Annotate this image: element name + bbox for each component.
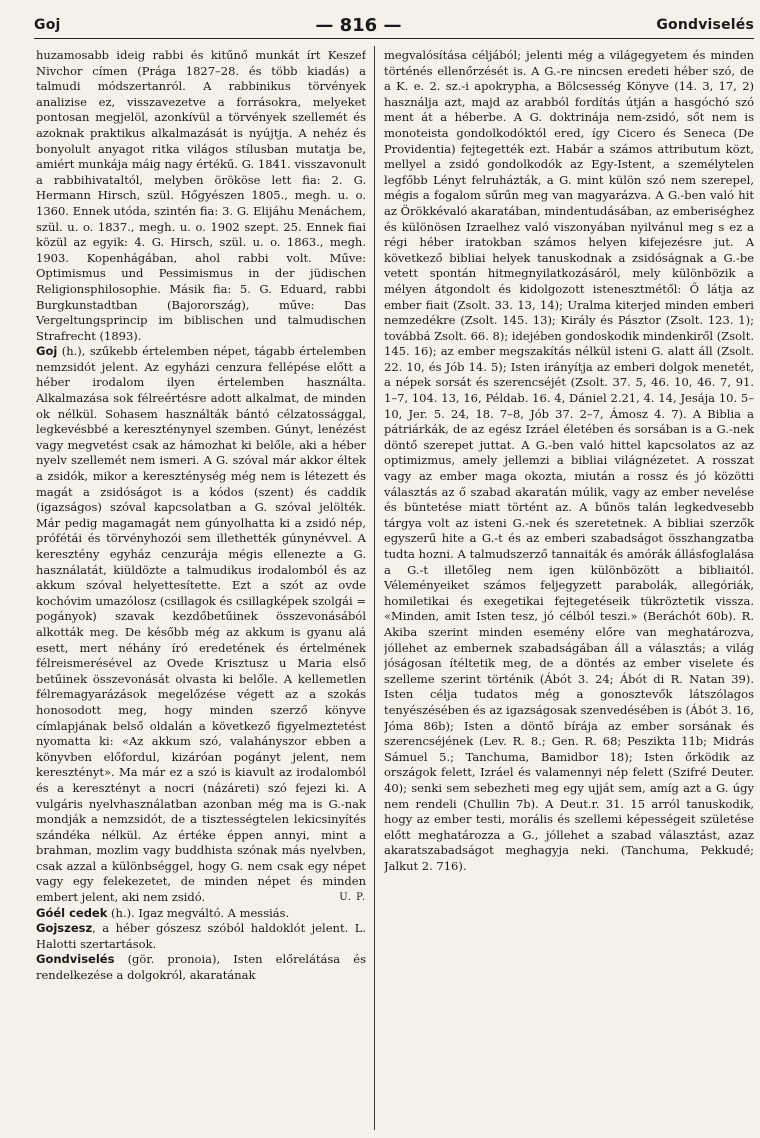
page-header — [34, 12, 754, 39]
paragraph — [36, 952, 366, 983]
entry-headword: Gojszesz — [36, 921, 93, 936]
entry-text: megvalósítása céljából; jelenti még a világegyetem és minden történés ellenőrzését is. A G.-re nincsen eredeti héber szó, de a K. e. 2. sz.-i apokrypha, a Bölcsesség Könyve (14. 3, 17, 2) használja azt, majd az arabból fordítás útján a hasgóchó szó ment át a héberbe. A G. doktrinája nem-zsidó, sőt nem is monoteista gondolkodóktól ered, így Cicero és Seneca (De Providentia) fejtegették ezt. Habár a számos attributum közt, mellyel a zsidó gondolkodók az Egy-Istent, a személytelen legfőbb Lényt felruházták, a G. mint külön szó nem szerepel, mégis a fogalom sűrűn meg van magyarázva. A G.-ben való hit az Örökkévaló akaratában, mindentudásában, az emberiséghez és különösen Izraelhez való viszonyában nyilvánul meg s ez a régi héber iratokban számos helyen kifejezésre jut. A következő bibliai helyek tanuskodnak a zsidóságnak a G.-be vetett spontán hitmegnyilatkozásáról, mely különbözik a mélyen átgondolt és kidolgozott istenesztmétől: Ő látja az ember fiait (Zsolt. 33. 13, 14); Uralma kiterjed minden emberi nemzedékre (Zsolt. 145. 13); Király és Pásztor (Zsolt. 123. 1); továbbá Zsolt. 66. 8); idejében gondoskodik mindenkiről (Zsolt. 145. 16); az ember megszakítás nélkül isteni G. alatt áll (Zsolt. 22. 10, és Jób 14. 5); Isten irányítja az emberi dolgok menetét, a népek sorsát és szerencséjét (Zsolt. 37. 5, 46. 10, 46. 7, 91. 1–7, 104. 13, 16, Példab. 16. 4, Dániel 2.21, 4. 14, Jesája 10. 5–10, Jer. 5. 24, 18. 7–8, Jób 37. 2–7, Ámosz 4. 7). A Biblia a pátriárkák, de az egész Izráel életében és sorsában is a G.-nek döntő szerepet juttat. A G.-ben való hittel kapcsolatos az az optimizmus, amely jellemzi a bibliai világnézetet. A rosszat vagy az ember maga okozta, miután a rossz és jó közötti választás az ő szabad akaratán múlik, vagy az ember nevelése és büntetése miatt történt az. A bűnös talán legkedvesebb tárgya volt az isteni G.-nek és szeretetnek. A bibliai szerzők egyszerű hite a G.-t és az emberi szabadságot összhangzatba tudta hozni. A talmudszerző tannaiták és amórák állásfoglalása a G.-t illetőleg nem igen különbözött a bibliaitól. Véleményeiket számos feljegyzett parabolák, allegóriák, homiletikai és exegetikai fejtegetéseik tükröztetik vissza. «Minden, amit Isten tesz, jó célból teszi.» (Beráchót 60b). R. Akiba szerint minden esemény előre van meghatározva, jóllehet az embernek szabadságában áll a választás; a világ jóságosan ítéltetik meg, de a döntés az ember viselete és szelleme szerint történik (Ábót 3. 24; Ábót di R. Natan 39). Isten célja tudatos még a gonosztevők látszólagos tenyészésében és az igazságosak szenvedésében is (Ábót 3. 16, Jóma 86b); Isten a döntő bírája az ember sorsának és szerencséjének (Lev. R. 8.; Gen. R. 68; Peszikta 11b; Midrás Sámuel 5.; Tanchuma, Bamidbor 18); Isten őrködik az országok felett, Izráel és valamennyi nép felett (Szifré Deuter. 40); senki sem sebezheti meg egy ujját sem, amíg azt a G. úgy nem rendeli (Chullin 7b). A Deut.r. 31. 15 arról tanuskodik, hogy az ember testi, morális és szellemi képességeit születése előtt meghatározza a G., jóllehet a szabad választást, azaz akaratszabadságot meghagyja neki. (Tanchuma, Pekkudé; Jalkut 2. 716). — [384, 48, 754, 873]
column-divider — [374, 46, 375, 1130]
entry-text: (h.). Igaz megváltó. A messiás. — [107, 905, 290, 920]
entry-text: huzamosabb ideig rabbi és kitűnő munkát írt Keszef Nivchor címen (Prága 1827–28. és több kiadás) a talmudi módszertanról. A rabbinikus törvények analizise ez, visszavezetve a forrásokra, melyeket pontosan megjelöl, azonkívül a törvények szellemét és azoknak praktikus alkalmazását is nyújtja. A nehéz és bonyolult anyagot ritka világos stílusban mutatja be, amiért munkája máig nagy értékű. G. 1841. visszavonult a rabbihivataltól, melyben örököse lett fia: 2. G. Hermann Hirsch, szül. Hőgyészen 1805., megh. u. o. 1360. Ennek utóda, szintén fia: 3. G. Elijáhu Menáchem, szül. u. o. 1837., megh. u. o. 1902 szept. 25. Ennek fiai közül az egyik: 4. G. Hirsch, szül. u. o. 1863., megh. 1903. Kopenhágában, ahol rabbi volt. Műve: Optimismus und Pessimismus in der jüdischen Religionsphilosophie. Másik fia: 5. G. Eduard, rabbi Burgkunstadtban (Bajorország), műve: Das Vergeltungsprincip im biblischen und talmudischen Strafrecht (1893). — [36, 48, 366, 343]
entry-text: , a héber gószesz szóból haldoklót jelent. L. Halotti szertartások. — [36, 921, 366, 951]
entry-text: (h.), szűkebb értelemben népet, tágabb értelemben nemzsidót jelent. Az egyházi cenzura fellépése előtt a héber irodalom ilyen értelemben használta. Alkalmazása sok félreértésre adott alkalmat, de minden ok nélkül. Sohasem használták bántó célzatossággal, legkevésbbé a kereszténynyel szemben. Gúnyt, lenézést vagy megvetést csak az hámozhat ki belőle, aki a héber nyelv szellemét nem ismeri. A G. szóval már akkor éltek a zsidók, mikor a kereszténység még nem is létezett és magát a zsidóságot is a kódos (szent) és caddik (igazságos) szóval kapcsolatban a G. szóval jelölték. Már pedig magamagát nem gúnyolhatta ki a zsidó nép, prófétái és törvényhozói sem illethették gúnynévvel. A keresztény egyház cenzurája mégis ellenezte a G. használatát, kiüldözte a talmudikus irodalomból és az akkum szóval helyettesítette. Ezt a szót az ovde kochóvim umazólosz (csillagok és csillagképek szolgái = pogányok) szavak kezdőbetűinek összevonásából alkották meg. De később még az akkum is gyanu alá esett, mert néhány író eredetének és értelmének félreismerésével az Ovede Krisztusz u Maria első betűinek összevonását olvasta ki belőle. A kellemetlen félremagyarázások megelőzése végett az a szokás honosodott meg, hogy minden szerző könyve címlapjának belső oldalán a következő figyelmeztetést nyomatta ki: «Az akkum szó, valahányszor ebben a könyvben előfordul, kizáróan pogányt jelent, nem keresztényt». Ma már ez a szó is kiavult az irodalomból és a keresztényt a nocri (názáreti) szó fejezi ki. A vulgáris nyelvhasználatban azonban még ma is G.-nak mondják a nemzsidót, de a tisztességtelen lekicsinyítés szándéka nélkül. Az értéke éppen annyi, mint a brahman, mozlim vagy buddhista szónak más nyelvben, csak azzal a különbséggel, hogy G. nem csak egy népet vagy egy felekezetet, de minden népet és minden embert jelent, aki nem zsidó. — [36, 344, 366, 905]
author-signature: U. P. — [339, 892, 366, 904]
paragraph — [36, 344, 366, 905]
entry-text: (gör. pronoia), Isten előrelátása és rendelkezése a dolgokról, akaratának — [36, 952, 366, 983]
right-column — [384, 48, 754, 1130]
entry-headword: Gondviselés — [36, 952, 115, 967]
entry-headword: Góél cedek — [36, 905, 108, 920]
paragraph — [36, 48, 366, 344]
entry-headword: Goj — [36, 344, 58, 359]
left-column — [36, 48, 366, 1130]
header-left-keyword: Goj — [34, 17, 61, 33]
paragraph — [36, 906, 366, 922]
paragraph — [36, 921, 366, 952]
page-number: — 816 — — [315, 14, 402, 36]
paragraph — [384, 48, 754, 874]
header-right-keyword: Gondviselés — [656, 17, 754, 33]
